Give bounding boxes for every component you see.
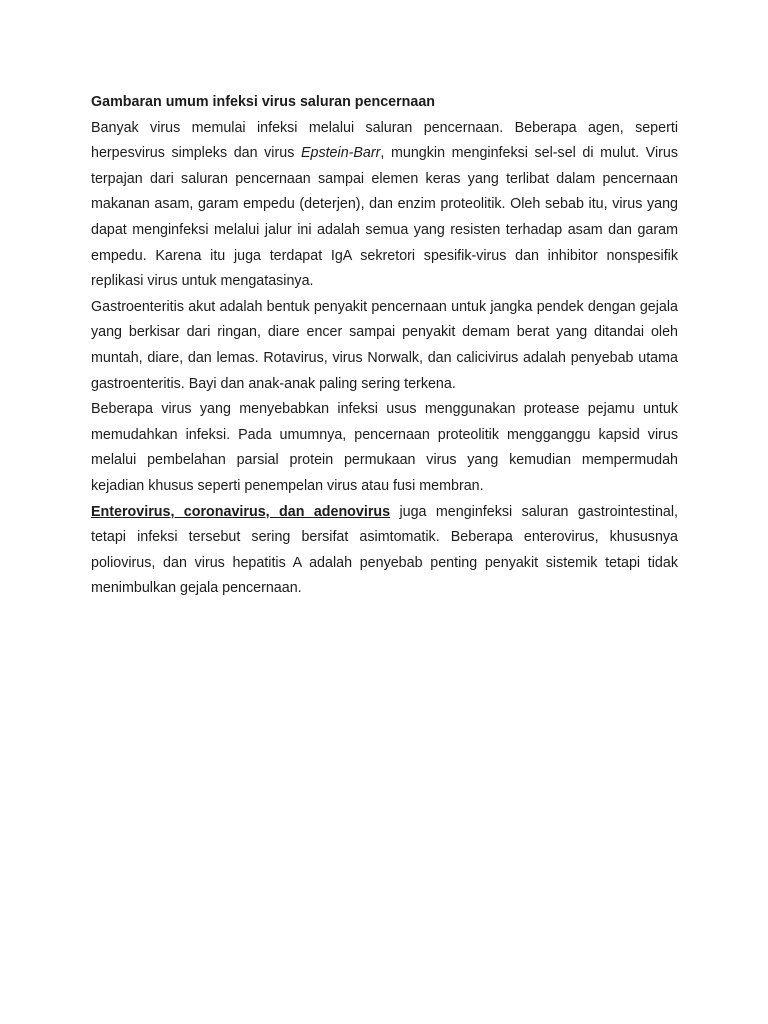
paragraph-4-text: juga menginfeksi saluran gastrointestinal, tetapi infeksi tersebut sering bersifat asimtomatik. Beberapa enterovirus, khususnya poliovirus, dan virus hepatitis A adalah penyebab penting penyakit sistemik tetapi tidak menimbulkan gejala pencernaan. [91,503,678,597]
paragraph-1-text-a: Banyak virus memulai infeksi melalui saluran pencernaan. Beberapa agen, seperti herpesvirus simpleks dan virus [91,119,678,162]
paragraph-4-bold-underlined-term: Enterovirus, coronavirus, dan adenovirus [91,503,391,520]
document-heading: Gambaran umum infeksi virus saluran pencernaan [91,94,436,110]
paragraph-2: Gastroenteritis akut adalah bentuk penyakit pencernaan untuk jangka pendek dengan gejala yang berkisar dari ringan, diare encer sampai penyakit demam berat yang ditandai oleh muntah, diare, dan lemas. Rotavirus, virus Norwalk, dan calicivirus adalah penyebab utama gastroenteritis. Bayi dan anak-anak paling sering terkena. [91,298,678,392]
paragraph-1 [91,116,678,295]
paragraph-3: Beberapa virus yang menyebabkan infeksi usus menggunakan protease pejamu untuk memudahkan infeksi. Pada umumnya, pencernaan proteolitik mengganggu kapsid virus melalui pembelahan parsial protein permukaan virus yang kemudian mempermudah kejadian khusus seperti penempelan virus atau fusi membran. [91,401,678,494]
document-page [91,90,678,602]
paragraph-4 [91,500,678,602]
paragraph-1-text-b: , mungkin menginfeksi sel-sel di mulut. Virus terpajan dari saluran pencernaan sampai elemen keras yang terlibat dalam pencernaan makanan asam, garam empedu (deterjen), dan enzim proteolitik. Oleh sebab itu, virus yang dapat menginfeksi melalui jalur ini adalah semua yang resisten terhadap asam dan garam empedu. Karena itu juga terdapat IgA sekretori spesifik-virus dan inhibitor nonspesifik replikasi virus untuk mengatasinya. [91,145,679,290]
paragraph-1-italic-term: Epstein-Barr [300,145,381,162]
